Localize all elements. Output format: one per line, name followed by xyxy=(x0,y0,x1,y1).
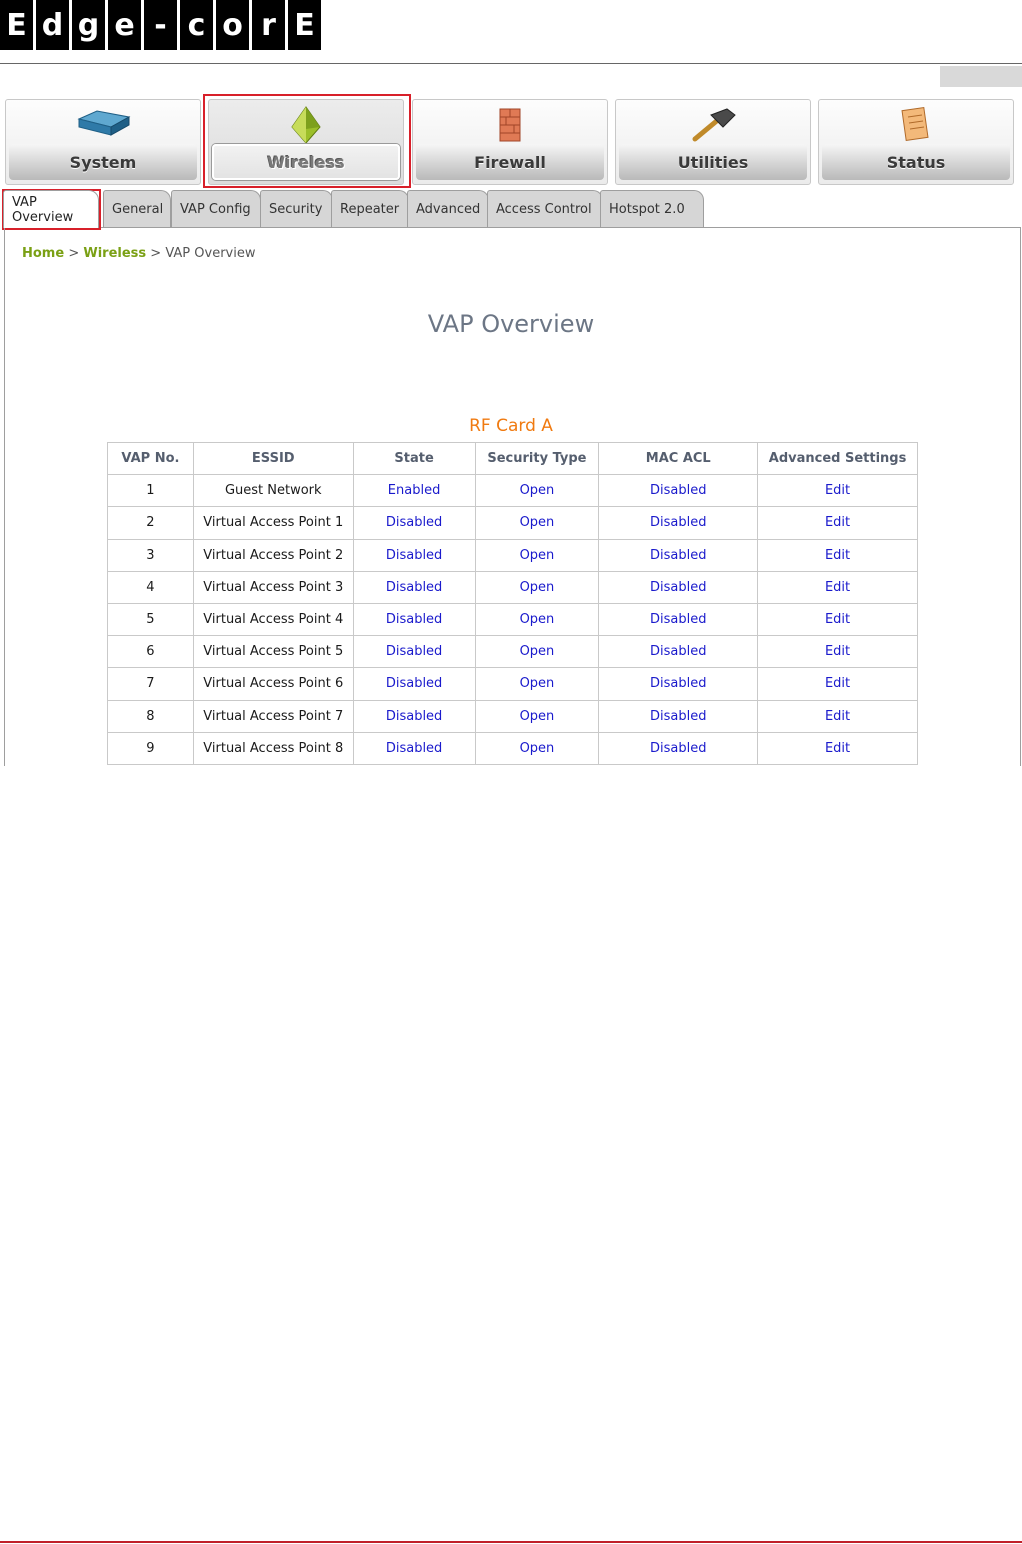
edit-link[interactable]: Edit xyxy=(758,636,918,668)
breadcrumb xyxy=(22,246,255,261)
essid: Virtual Access Point 3 xyxy=(193,571,353,603)
breadcrumb-current: VAP Overview xyxy=(165,246,256,261)
state-link[interactable]: Disabled xyxy=(353,636,475,668)
header-divider xyxy=(0,63,1022,64)
tab-hotspot[interactable]: Hotspot 2.0 xyxy=(600,190,704,228)
table-row xyxy=(108,571,918,603)
nav-system-button[interactable] xyxy=(5,99,201,185)
mac-acl-link[interactable]: Disabled xyxy=(599,668,758,700)
security-type-link[interactable]: Open xyxy=(475,732,599,764)
essid: Virtual Access Point 8 xyxy=(193,732,353,764)
vap-number: 7 xyxy=(108,668,194,700)
essid: Virtual Access Point 5 xyxy=(193,636,353,668)
edit-link[interactable]: Edit xyxy=(758,507,918,539)
logo-letter: r xyxy=(252,0,285,50)
state-link[interactable]: Disabled xyxy=(353,571,475,603)
edgecore-logo xyxy=(0,0,321,52)
breadcrumb-wireless-link[interactable]: Wireless xyxy=(83,246,147,261)
page-title: VAP Overview xyxy=(427,310,595,338)
breadcrumb-separator: > xyxy=(68,246,80,261)
logo-letter: c xyxy=(180,0,213,50)
mac-acl-link[interactable]: Disabled xyxy=(599,603,758,635)
essid: Virtual Access Point 1 xyxy=(193,507,353,539)
logo-letter: d xyxy=(36,0,69,50)
nav-firewall-button[interactable] xyxy=(412,99,608,185)
footer-divider xyxy=(0,1541,1022,1543)
nav-utilities-button[interactable] xyxy=(615,99,811,185)
mac-acl-link[interactable]: Disabled xyxy=(599,539,758,571)
essid: Guest Network xyxy=(193,475,353,507)
tab-advanced[interactable]: Advanced xyxy=(407,190,489,228)
rf-card-title: RF Card A xyxy=(469,416,553,436)
vap-number: 8 xyxy=(108,700,194,732)
security-type-link[interactable]: Open xyxy=(475,700,599,732)
essid: Virtual Access Point 4 xyxy=(193,603,353,635)
tab-vap-overview[interactable]: VAP Overview xyxy=(3,190,99,228)
sub-tab-bar xyxy=(3,190,1019,228)
logo-letter: g xyxy=(72,0,105,50)
edit-link[interactable]: Edit xyxy=(758,603,918,635)
nav-utilities-label: Utilities xyxy=(619,144,807,180)
table-row xyxy=(108,507,918,539)
logo-letter: o xyxy=(216,0,249,50)
state-link[interactable]: Disabled xyxy=(353,539,475,571)
mac-acl-link[interactable]: Disabled xyxy=(599,475,758,507)
logo-letter: - xyxy=(144,0,177,50)
mac-acl-link[interactable]: Disabled xyxy=(599,636,758,668)
vap-table xyxy=(107,442,918,765)
table-row xyxy=(108,700,918,732)
essid: Virtual Access Point 7 xyxy=(193,700,353,732)
vap-number: 1 xyxy=(108,475,194,507)
breadcrumb-home-link[interactable]: Home xyxy=(22,246,65,261)
vap-number: 5 xyxy=(108,603,194,635)
vap-number: 3 xyxy=(108,539,194,571)
column-header-essid: ESSID xyxy=(193,443,353,475)
router-icon xyxy=(73,105,133,143)
table-row xyxy=(108,668,918,700)
nav-status-button[interactable] xyxy=(818,99,1014,185)
table-row xyxy=(108,475,918,507)
mac-acl-link[interactable]: Disabled xyxy=(599,732,758,764)
state-link[interactable]: Enabled xyxy=(353,475,475,507)
edit-link[interactable]: Edit xyxy=(758,475,918,507)
state-link[interactable]: Disabled xyxy=(353,507,475,539)
nav-system-label: System xyxy=(9,144,197,180)
security-type-link[interactable]: Open xyxy=(475,603,599,635)
logo-letter: E xyxy=(288,0,321,50)
tab-access-control[interactable]: Access Control xyxy=(487,190,603,228)
table-row xyxy=(108,603,918,635)
mac-acl-link[interactable]: Disabled xyxy=(599,571,758,603)
document-icon xyxy=(886,105,946,143)
state-link[interactable]: Disabled xyxy=(353,732,475,764)
column-header-security-type: Security Type xyxy=(475,443,599,475)
edit-link[interactable]: Edit xyxy=(758,668,918,700)
column-header-vap-no: VAP No. xyxy=(108,443,194,475)
nav-wireless-label: Wireless xyxy=(212,144,400,180)
mac-acl-link[interactable]: Disabled xyxy=(599,700,758,732)
tab-repeater[interactable]: Repeater xyxy=(331,190,409,228)
state-link[interactable]: Disabled xyxy=(353,668,475,700)
edit-link[interactable]: Edit xyxy=(758,732,918,764)
essid: Virtual Access Point 6 xyxy=(193,668,353,700)
security-type-link[interactable]: Open xyxy=(475,668,599,700)
table-row xyxy=(108,636,918,668)
security-type-link[interactable]: Open xyxy=(475,475,599,507)
edit-link[interactable]: Edit xyxy=(758,700,918,732)
nav-firewall-label: Firewall xyxy=(416,144,604,180)
security-type-link[interactable]: Open xyxy=(475,507,599,539)
vap-number: 6 xyxy=(108,636,194,668)
state-link[interactable]: Disabled xyxy=(353,603,475,635)
mac-acl-link[interactable]: Disabled xyxy=(599,507,758,539)
security-type-link[interactable]: Open xyxy=(475,571,599,603)
wireless-highlight-box xyxy=(203,94,411,188)
vap-number: 2 xyxy=(108,507,194,539)
breadcrumb-separator: > xyxy=(150,246,162,261)
logo-letter: E xyxy=(0,0,33,50)
hammer-icon xyxy=(683,105,743,143)
table-row xyxy=(108,732,918,764)
column-header-advanced-settings: Advanced Settings xyxy=(758,443,918,475)
tab-security[interactable]: Security xyxy=(260,190,333,228)
column-header-mac-acl: MAC ACL xyxy=(599,443,758,475)
tab-general[interactable]: General xyxy=(103,190,171,228)
logo-letter: e xyxy=(108,0,141,50)
state-link[interactable]: Disabled xyxy=(353,700,475,732)
column-header-state: State xyxy=(353,443,475,475)
vap-number: 9 xyxy=(108,732,194,764)
main-nav xyxy=(5,99,1017,186)
table-header-row xyxy=(108,443,918,475)
nav-status-label: Status xyxy=(822,144,1010,180)
tab-vap-config[interactable]: VAP Config xyxy=(171,190,261,228)
security-type-link[interactable]: Open xyxy=(475,539,599,571)
security-type-link[interactable]: Open xyxy=(475,636,599,668)
edit-link[interactable]: Edit xyxy=(758,571,918,603)
firewall-icon xyxy=(480,105,540,143)
essid: Virtual Access Point 2 xyxy=(193,539,353,571)
table-row xyxy=(108,539,918,571)
edit-link[interactable]: Edit xyxy=(758,539,918,571)
vap-number: 4 xyxy=(108,571,194,603)
header-gray-block xyxy=(940,66,1022,87)
